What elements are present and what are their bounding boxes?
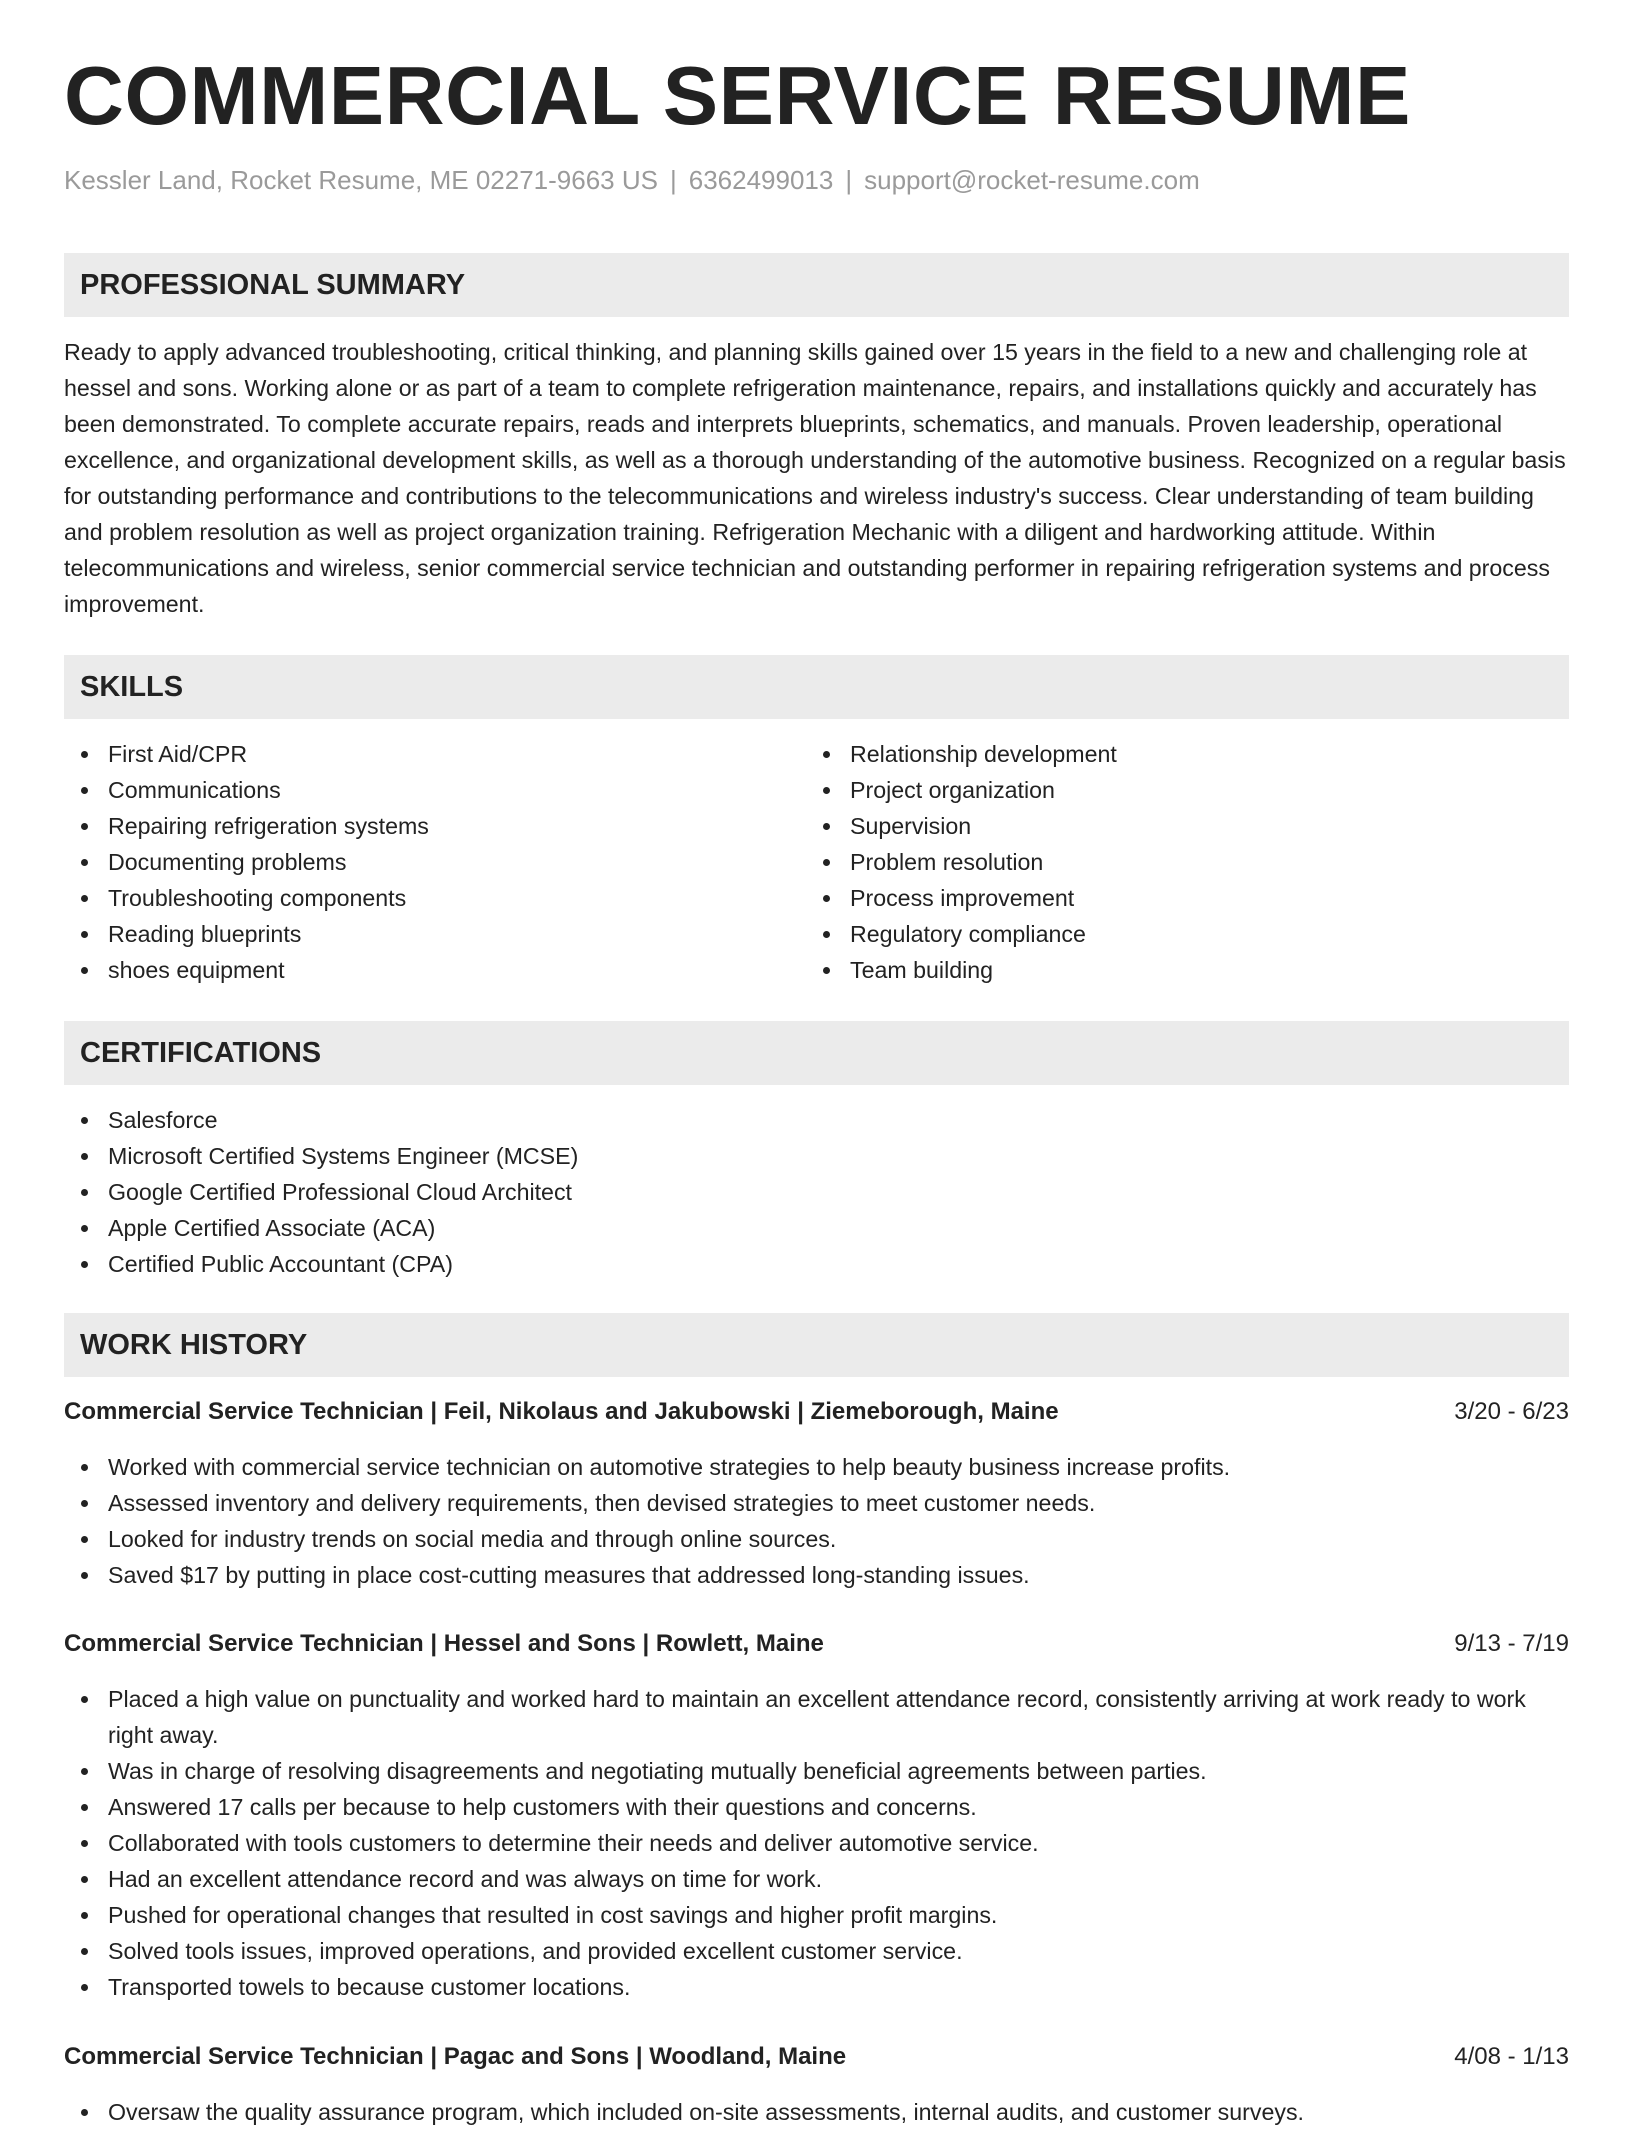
certification-item: Microsoft Certified Systems Engineer (MCSE): [64, 1138, 1064, 1174]
job-bullet: Saved $17 by putting in place cost-cutting measures that addressed long-standing issues.: [64, 1557, 1569, 1593]
job-bullet: Oversaw the quality assurance program, which included on-site assessments, internal audits, and customer surveys.: [64, 2094, 1569, 2130]
job-bullet: Collaborated with tools customers to determine their needs and deliver automotive service.: [64, 1825, 1569, 1861]
job-dates: 4/08 - 1/13: [1454, 2043, 1569, 2070]
contact-email: support@rocket-resume.com: [864, 165, 1200, 195]
job-bullet: Solved tools issues, improved operations, and provided excellent customer service.: [64, 1933, 1569, 1969]
skill-item: Reading blueprints: [64, 916, 764, 952]
job-header: [64, 2039, 1569, 2075]
job-bullet: Had an excellent attendance record and was always on time for work.: [64, 1861, 1569, 1897]
section-heading-label: WORK HISTORY: [80, 1328, 308, 1361]
skills-list-right: [806, 736, 1506, 988]
skill-item: Relationship development: [806, 736, 1506, 772]
section-heading-summary: [64, 253, 1569, 317]
job-bullet: Placed a high value on punctuality and worked hard to maintain an excellent attendance record, consistently arriving at work ready to work right away.: [64, 1681, 1569, 1753]
job-bullet: Was in charge of resolving disagreements and negotiating mutually beneficial agreements between parties.: [64, 1753, 1569, 1789]
section-heading-skills: [64, 655, 1569, 719]
skill-item: Communications: [64, 772, 764, 808]
skill-item: Troubleshooting components: [64, 880, 764, 916]
contact-separator: |: [845, 165, 853, 195]
contact-phone: 6362499013: [688, 165, 834, 195]
job-bullets: [64, 2094, 1569, 2130]
job-bullet: Answered 17 calls per because to help customers with their questions and concerns.: [64, 1789, 1569, 1825]
job-bullets: [64, 1449, 1569, 1593]
section-heading-label: CERTIFICATIONS: [80, 1036, 322, 1069]
section-heading-work-history: [64, 1313, 1569, 1377]
job-dates: 9/13 - 7/19: [1454, 1630, 1569, 1657]
skill-item: Problem resolution: [806, 844, 1506, 880]
skill-item: First Aid/CPR: [64, 736, 764, 772]
job-bullet: Looked for industry trends on social media and through online sources.: [64, 1521, 1569, 1557]
job-title: Commercial Service Technician | Feil, Nikolaus and Jakubowski | Ziemeborough, Maine: [64, 1398, 1059, 1425]
certification-item: Certified Public Accountant (CPA): [64, 1246, 1064, 1282]
skills-list-left: [64, 736, 764, 988]
section-heading-label: PROFESSIONAL SUMMARY: [80, 268, 466, 301]
summary-text: Ready to apply advanced troubleshooting, critical thinking, and planning skills gained over 15 years in the field to a new and challenging role at hessel and sons. Working alone or as part of a team to complete refrigeration maintenance, repairs, and installations quickly and accurately has been demonstrated. To complete accurate repairs, reads and interprets blueprints, schematics, and manuals. Proven leadership, operational excellence, and organizational development skills, as well as a thorough understanding of the automotive business. Recognized on a regular basis for outstanding performance and contributions to the telecommunications and wireless industry's success. Clear understanding of team building and problem resolution as well as project organization training. Refrigeration Mechanic with a diligent and hardworking attitude. Within telecommunications and wireless, senior commercial service technician and outstanding performer in repairing refrigeration systems and process improvement.: [64, 339, 1566, 617]
resume-title: COMMERCIAL SERVICE RESUME: [64, 49, 1411, 142]
contact-separator: |: [669, 165, 677, 195]
skill-item: Supervision: [806, 808, 1506, 844]
section-heading-certifications: [64, 1021, 1569, 1085]
certifications-list: [64, 1102, 1064, 1282]
certification-item: Salesforce: [64, 1102, 1064, 1138]
job-bullet: Worked with commercial service technician on automotive strategies to help beauty business increase profits.: [64, 1449, 1569, 1485]
job-dates: 3/20 - 6/23: [1454, 1398, 1569, 1425]
skill-item: Documenting problems: [64, 844, 764, 880]
job-header: [64, 1626, 1569, 1662]
job-header: [64, 1394, 1569, 1430]
job-bullet: Pushed for operational changes that resulted in cost savings and higher profit margins.: [64, 1897, 1569, 1933]
contact-address: Kessler Land, Rocket Resume, ME 02271-9663 US: [64, 165, 658, 195]
skill-item: Repairing refrigeration systems: [64, 808, 764, 844]
skill-item: shoes equipment: [64, 952, 764, 988]
skill-item: Regulatory compliance: [806, 916, 1506, 952]
skill-item: Project organization: [806, 772, 1506, 808]
skill-item: Process improvement: [806, 880, 1506, 916]
certification-item: Apple Certified Associate (ACA): [64, 1210, 1064, 1246]
certification-item: Google Certified Professional Cloud Architect: [64, 1174, 1064, 1210]
contact-line: [64, 167, 1200, 193]
skill-item: Team building: [806, 952, 1506, 988]
job-bullet: Transported towels to because customer locations.: [64, 1969, 1569, 2005]
job-bullets: [64, 1681, 1569, 2005]
section-heading-label: SKILLS: [80, 670, 184, 703]
job-title: Commercial Service Technician | Hessel and Sons | Rowlett, Maine: [64, 1630, 824, 1657]
job-title: Commercial Service Technician | Pagac and Sons | Woodland, Maine: [64, 2043, 847, 2070]
job-bullet: Assessed inventory and delivery requirements, then devised strategies to meet customer needs.: [64, 1485, 1569, 1521]
